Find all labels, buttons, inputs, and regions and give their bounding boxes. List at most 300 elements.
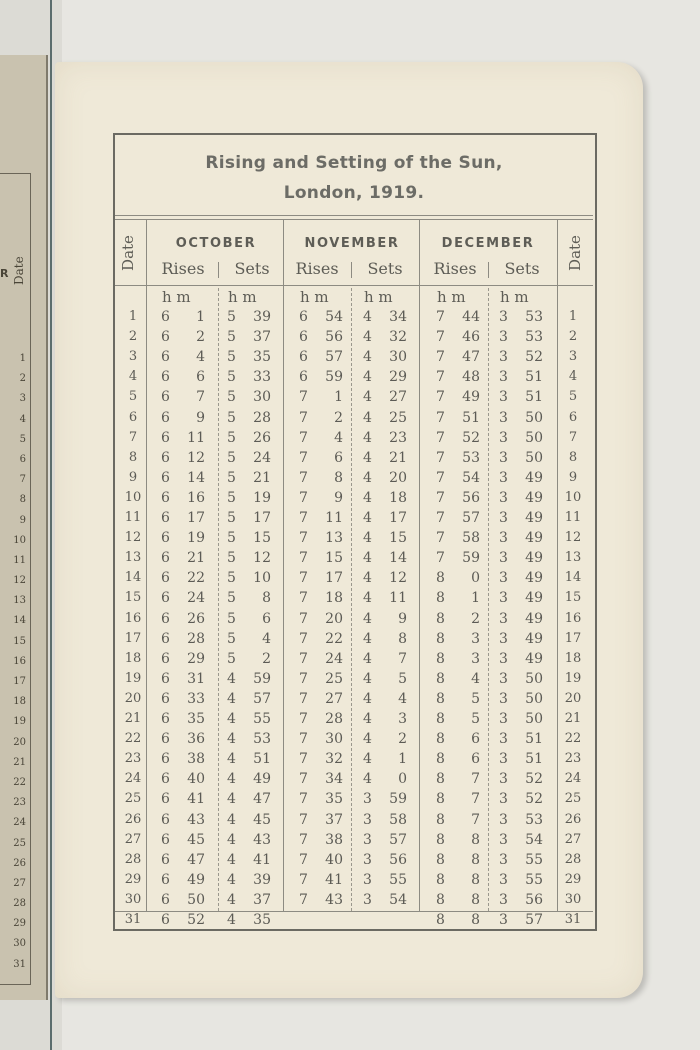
hours: 6: [161, 630, 170, 647]
hours: 4: [363, 489, 372, 506]
title-line-1: Rising and Setting of the Sun,: [205, 153, 503, 173]
dec-rise-cell: [436, 550, 490, 566]
hours: 6: [161, 670, 170, 687]
date-cell-right: 9: [568, 469, 578, 485]
minutes: 49: [525, 570, 543, 587]
dec-rise-cell: [436, 470, 490, 486]
minutes: 54: [525, 831, 543, 848]
oct-sets-header: Sets: [234, 259, 270, 278]
dec-set-cell: [499, 751, 553, 767]
dec-rise-cell: [436, 751, 490, 767]
oct-set-cell: [227, 550, 281, 566]
hours: 6: [161, 650, 170, 667]
minutes: 43: [253, 831, 271, 848]
oct-set-cell: [227, 389, 281, 405]
minutes: 32: [325, 751, 343, 768]
minutes: 49: [525, 489, 543, 506]
nov-set-cell: [363, 590, 417, 606]
table-row: [0, 611, 700, 631]
dec-rise-cell: [436, 570, 490, 586]
dec-set-cell: [499, 791, 553, 807]
date-cell-right: 26: [564, 811, 582, 827]
oct-set-cell: [227, 369, 281, 385]
date-cell-left: 3: [128, 349, 138, 365]
table-row: [0, 872, 700, 892]
hours: 8: [436, 851, 445, 868]
hours: 4: [363, 570, 372, 587]
hours: 4: [227, 891, 236, 908]
hours: 7: [299, 650, 308, 667]
nov-set-cell: [363, 309, 417, 325]
nov-rise-cell: [299, 791, 353, 807]
nov-rise-cell: [299, 309, 353, 325]
hours: 4: [363, 590, 372, 607]
nov-rise-cell: [299, 651, 353, 667]
hours: 7: [436, 489, 445, 506]
dec-rise-cell: [436, 832, 490, 848]
oct-set-cell: [227, 450, 281, 466]
hours: 3: [499, 449, 508, 466]
minutes: 12: [187, 449, 205, 466]
hours: 3: [499, 510, 508, 526]
nov-rise-cell: [299, 751, 353, 767]
minutes: 15: [325, 550, 343, 567]
minutes: 53: [253, 731, 271, 748]
date-cell-right: 24: [564, 771, 582, 787]
minutes: 51: [253, 751, 271, 768]
previous-page-date: 11: [13, 554, 26, 566]
minutes: 44: [462, 309, 480, 325]
dec-rise-cell: [436, 410, 490, 426]
nov-set-cell: [363, 812, 417, 828]
minutes: 28: [253, 409, 271, 426]
nov-rise-cell: [299, 550, 353, 566]
minutes: 0: [471, 570, 480, 587]
hours: 5: [227, 329, 236, 346]
minutes: 21: [389, 449, 407, 466]
dec-rises-hm: h m: [437, 288, 466, 306]
hours: 3: [363, 811, 372, 828]
nov-set-cell: [363, 430, 417, 446]
hours: 4: [363, 610, 372, 627]
minutes: 25: [389, 409, 407, 426]
hours: 7: [299, 670, 308, 687]
date-cell-right: 6: [568, 409, 578, 425]
previous-page-date: 25: [13, 837, 26, 849]
minutes: 40: [187, 771, 205, 788]
hours: 5: [227, 429, 236, 446]
minutes: 8: [471, 891, 480, 908]
date-cell-right: 14: [564, 570, 582, 586]
date-cell-left: 14: [124, 570, 142, 586]
dec-set-cell: [499, 731, 553, 747]
hours: 7: [299, 590, 308, 607]
previous-page-date-label: Date: [12, 256, 26, 285]
hours: 3: [499, 369, 508, 386]
hours: 7: [299, 429, 308, 446]
minutes: 2: [262, 650, 271, 667]
oct-rise-cell: [161, 389, 215, 405]
title-rule-double: [115, 219, 593, 220]
minutes: 41: [187, 791, 205, 808]
minutes: 17: [389, 510, 407, 526]
minutes: 28: [187, 630, 205, 647]
minutes: 49: [525, 530, 543, 547]
hours: 3: [499, 590, 508, 607]
hours: 5: [227, 409, 236, 426]
oct-rise-cell: [161, 530, 215, 546]
hours: 5: [227, 469, 236, 486]
dec-rise-cell: [436, 329, 490, 345]
date-cell-right: 29: [564, 871, 582, 887]
hours: 4: [363, 751, 372, 768]
oct-set-cell: [227, 691, 281, 707]
dec-set-cell: [499, 510, 553, 526]
hours: 4: [363, 389, 372, 406]
hours: 4: [363, 429, 372, 446]
table-row: [0, 852, 700, 872]
date-cell-right: 23: [564, 751, 582, 767]
date-cell-left: 12: [124, 530, 142, 546]
hours: 3: [499, 851, 508, 868]
minutes: 39: [253, 871, 271, 888]
minutes: 30: [389, 349, 407, 366]
hours: 7: [299, 771, 308, 788]
minutes: 34: [325, 771, 343, 788]
nov-set-cell: [363, 731, 417, 747]
hours: 4: [227, 811, 236, 828]
minutes: 35: [253, 349, 271, 366]
minutes: 12: [253, 550, 271, 567]
minutes: 57: [325, 349, 343, 366]
oct-rise-cell: [161, 711, 215, 727]
hours: 6: [161, 489, 170, 506]
minutes: 27: [389, 389, 407, 406]
minutes: 14: [389, 550, 407, 567]
hours: 4: [363, 670, 372, 687]
date-cell-right: 1: [568, 309, 578, 324]
minutes: 59: [389, 791, 407, 808]
minutes: 19: [253, 489, 271, 506]
hours: 3: [499, 871, 508, 888]
hours: 8: [436, 630, 445, 647]
minutes: 1: [471, 590, 480, 607]
minutes: 41: [253, 851, 271, 868]
minutes: 59: [253, 670, 271, 687]
hours: 6: [161, 912, 170, 928]
minutes: 24: [187, 590, 205, 607]
hours: 6: [161, 731, 170, 748]
hours: 6: [161, 550, 170, 567]
hours: 6: [299, 329, 308, 346]
minutes: 7: [398, 650, 407, 667]
nov-set-cell: [363, 651, 417, 667]
dec-set-cell: [499, 450, 553, 466]
minutes: 8: [398, 630, 407, 647]
hours: 7: [299, 690, 308, 707]
date-cell-left: 10: [124, 489, 142, 505]
oct-rise-cell: [161, 771, 215, 787]
minutes: 27: [325, 690, 343, 707]
date-cell-right: 17: [564, 630, 582, 646]
hours: 6: [161, 711, 170, 727]
table-row: [0, 731, 700, 751]
hours: 8: [436, 771, 445, 788]
hours: 7: [299, 851, 308, 868]
oct-set-cell: [227, 470, 281, 486]
date-cell-left: 23: [124, 751, 142, 767]
date-cell-left: 4: [128, 369, 138, 385]
minutes: 6: [334, 449, 343, 466]
hours: 4: [227, 851, 236, 868]
nov-rise-cell: [299, 530, 353, 546]
hours: 5: [227, 530, 236, 547]
minutes: 54: [325, 309, 343, 325]
hours: 4: [363, 309, 372, 325]
hours: 8: [436, 912, 445, 928]
hours: 3: [499, 309, 508, 325]
minutes: 37: [253, 891, 271, 908]
minutes: 21: [253, 469, 271, 486]
nov-rise-cell: [299, 691, 353, 707]
minutes: 35: [187, 711, 205, 727]
minutes: 8: [471, 871, 480, 888]
oct-rises-header: Rises: [161, 259, 205, 278]
hours: 3: [499, 409, 508, 426]
nov-set-cell: [363, 369, 417, 385]
hours: 6: [161, 891, 170, 908]
date-cell-left: 19: [124, 670, 142, 686]
dec-set-cell: [499, 872, 553, 888]
nov-sets-hm: h m: [364, 288, 393, 306]
minutes: 49: [525, 510, 543, 526]
oct-rise-cell: [161, 590, 215, 606]
date-cell-right: 28: [564, 851, 582, 867]
hours: 4: [363, 449, 372, 466]
date-cell-left: 8: [128, 449, 138, 465]
hours: 6: [161, 590, 170, 607]
hours: 5: [227, 630, 236, 647]
minutes: 41: [325, 871, 343, 888]
page-title: [115, 148, 593, 208]
dec-set-cell: [499, 611, 553, 627]
minutes: 11: [389, 590, 407, 607]
hours: 5: [227, 389, 236, 406]
nov-set-cell: [363, 349, 417, 365]
hours: 5: [227, 449, 236, 466]
previous-page-date: 30: [13, 938, 26, 950]
dec-rise-cell: [436, 731, 490, 747]
oct-set-cell: [227, 912, 281, 928]
nov-set-cell: [363, 450, 417, 466]
minutes: 12: [389, 570, 407, 587]
oct-set-cell: [227, 892, 281, 908]
oct-rise-cell: [161, 912, 215, 928]
dec-set-cell: [499, 329, 553, 345]
hours: 6: [161, 690, 170, 707]
oct-set-cell: [227, 651, 281, 667]
hours: 6: [299, 349, 308, 366]
previous-page-date: 26: [13, 857, 26, 869]
hours: 5: [227, 489, 236, 506]
dec-set-cell: [499, 389, 553, 405]
previous-page-date: 31: [13, 958, 26, 970]
date-cell-left: 29: [124, 871, 142, 887]
minutes: 56: [525, 891, 543, 908]
nov-set-cell: [363, 771, 417, 787]
previous-page-header-fragment: R: [0, 267, 9, 280]
minutes: 51: [525, 751, 543, 768]
previous-page-date: 28: [13, 898, 26, 910]
oct-set-cell: [227, 490, 281, 506]
hours: 3: [499, 630, 508, 647]
previous-page-date: 8: [19, 494, 26, 506]
date-cell-right: 15: [564, 590, 582, 606]
oct-rise-cell: [161, 349, 215, 365]
nov-rise-cell: [299, 611, 353, 627]
previous-page-date: 27: [13, 877, 26, 889]
minutes: 26: [253, 429, 271, 446]
hours: 4: [363, 650, 372, 667]
previous-page-date: 19: [13, 716, 26, 728]
minutes: 26: [187, 610, 205, 627]
hours: 3: [499, 469, 508, 486]
hours: 6: [299, 369, 308, 386]
dec-set-cell: [499, 430, 553, 446]
hours: 5: [227, 610, 236, 627]
hours: 6: [161, 871, 170, 888]
minutes: 8: [471, 831, 480, 848]
hours: 6: [161, 751, 170, 768]
hours: 4: [363, 731, 372, 748]
minutes: 36: [187, 731, 205, 748]
hours: 7: [299, 871, 308, 888]
hours: 7: [436, 530, 445, 547]
minutes: 20: [325, 610, 343, 627]
minutes: 46: [462, 329, 480, 346]
nov-set-cell: [363, 329, 417, 345]
hours: 3: [499, 891, 508, 908]
table-row: [0, 631, 700, 651]
date-cell-left: 31: [124, 912, 142, 927]
hours: 7: [299, 610, 308, 627]
hours: 3: [499, 711, 508, 727]
minutes: 50: [525, 690, 543, 707]
date-cell-right: 10: [564, 489, 582, 505]
hours: 7: [299, 811, 308, 828]
hours: 3: [499, 570, 508, 587]
minutes: 15: [253, 530, 271, 547]
date-cell-left: 20: [124, 690, 142, 706]
minutes: 59: [462, 550, 480, 567]
hours: 6: [161, 329, 170, 346]
dec-rise-cell: [436, 912, 490, 928]
table-row: [0, 671, 700, 691]
dec-rises-header: Rises: [433, 259, 477, 278]
date-cell-right: 22: [564, 731, 582, 747]
oct-sets-hm: h m: [228, 288, 257, 306]
previous-page-date: 9: [19, 514, 26, 526]
minutes: 50: [525, 711, 543, 727]
oct-set-cell: [227, 329, 281, 345]
previous-page-date: 29: [13, 918, 26, 930]
oct-rise-cell: [161, 550, 215, 566]
hours: 6: [161, 510, 170, 526]
date-cell-right: 12: [564, 530, 582, 546]
oct-set-cell: [227, 510, 281, 526]
minutes: 7: [471, 771, 480, 788]
minutes: 47: [462, 349, 480, 366]
hours: 7: [436, 469, 445, 486]
table-row: [0, 369, 700, 389]
previous-page-date: 22: [13, 776, 26, 788]
hours: 5: [227, 369, 236, 386]
date-header-right: Date: [566, 235, 584, 271]
minutes: 4: [334, 429, 343, 446]
hours: 3: [499, 791, 508, 808]
hours: 7: [436, 449, 445, 466]
minutes: 49: [525, 630, 543, 647]
hours: 7: [299, 570, 308, 587]
nov-rise-cell: [299, 590, 353, 606]
hours: 3: [499, 690, 508, 707]
minutes: 0: [398, 771, 407, 788]
dec-set-cell: [499, 691, 553, 707]
oct-rise-cell: [161, 791, 215, 807]
minutes: 19: [187, 530, 205, 547]
previous-page-date: 14: [13, 615, 26, 627]
hours: 3: [499, 650, 508, 667]
minutes: 55: [253, 711, 271, 727]
date-header-left: Date: [119, 235, 137, 271]
nov-set-cell: [363, 711, 417, 727]
nov-set-cell: [363, 671, 417, 687]
hours: 7: [436, 309, 445, 325]
date-cell-right: 13: [564, 550, 582, 566]
minutes: 55: [525, 871, 543, 888]
dec-rise-cell: [436, 450, 490, 466]
hours: 5: [227, 570, 236, 587]
nov-rise-cell: [299, 570, 353, 586]
nov-set-cell: [363, 510, 417, 526]
hours: 6: [161, 449, 170, 466]
date-cell-right: 4: [568, 369, 578, 385]
hours: 3: [499, 912, 508, 928]
hours: 6: [161, 791, 170, 808]
oct-set-cell: [227, 631, 281, 647]
hours: 7: [299, 530, 308, 547]
nov-rise-cell: [299, 731, 353, 747]
hours: 3: [363, 851, 372, 868]
minutes: 18: [389, 489, 407, 506]
hours: 7: [436, 429, 445, 446]
minutes: 58: [462, 530, 480, 547]
minutes: 49: [253, 771, 271, 788]
oct-rise-cell: [161, 832, 215, 848]
hours: 8: [436, 891, 445, 908]
dec-rise-cell: [436, 671, 490, 687]
date-cell-right: 8: [568, 449, 578, 465]
minutes: 57: [253, 690, 271, 707]
hours: 8: [436, 711, 445, 727]
oct-set-cell: [227, 832, 281, 848]
minutes: 45: [253, 811, 271, 828]
minutes: 9: [398, 610, 407, 627]
hours: 3: [499, 751, 508, 768]
minutes: 7: [471, 791, 480, 808]
hours: 3: [363, 791, 372, 808]
minutes: 32: [389, 329, 407, 346]
